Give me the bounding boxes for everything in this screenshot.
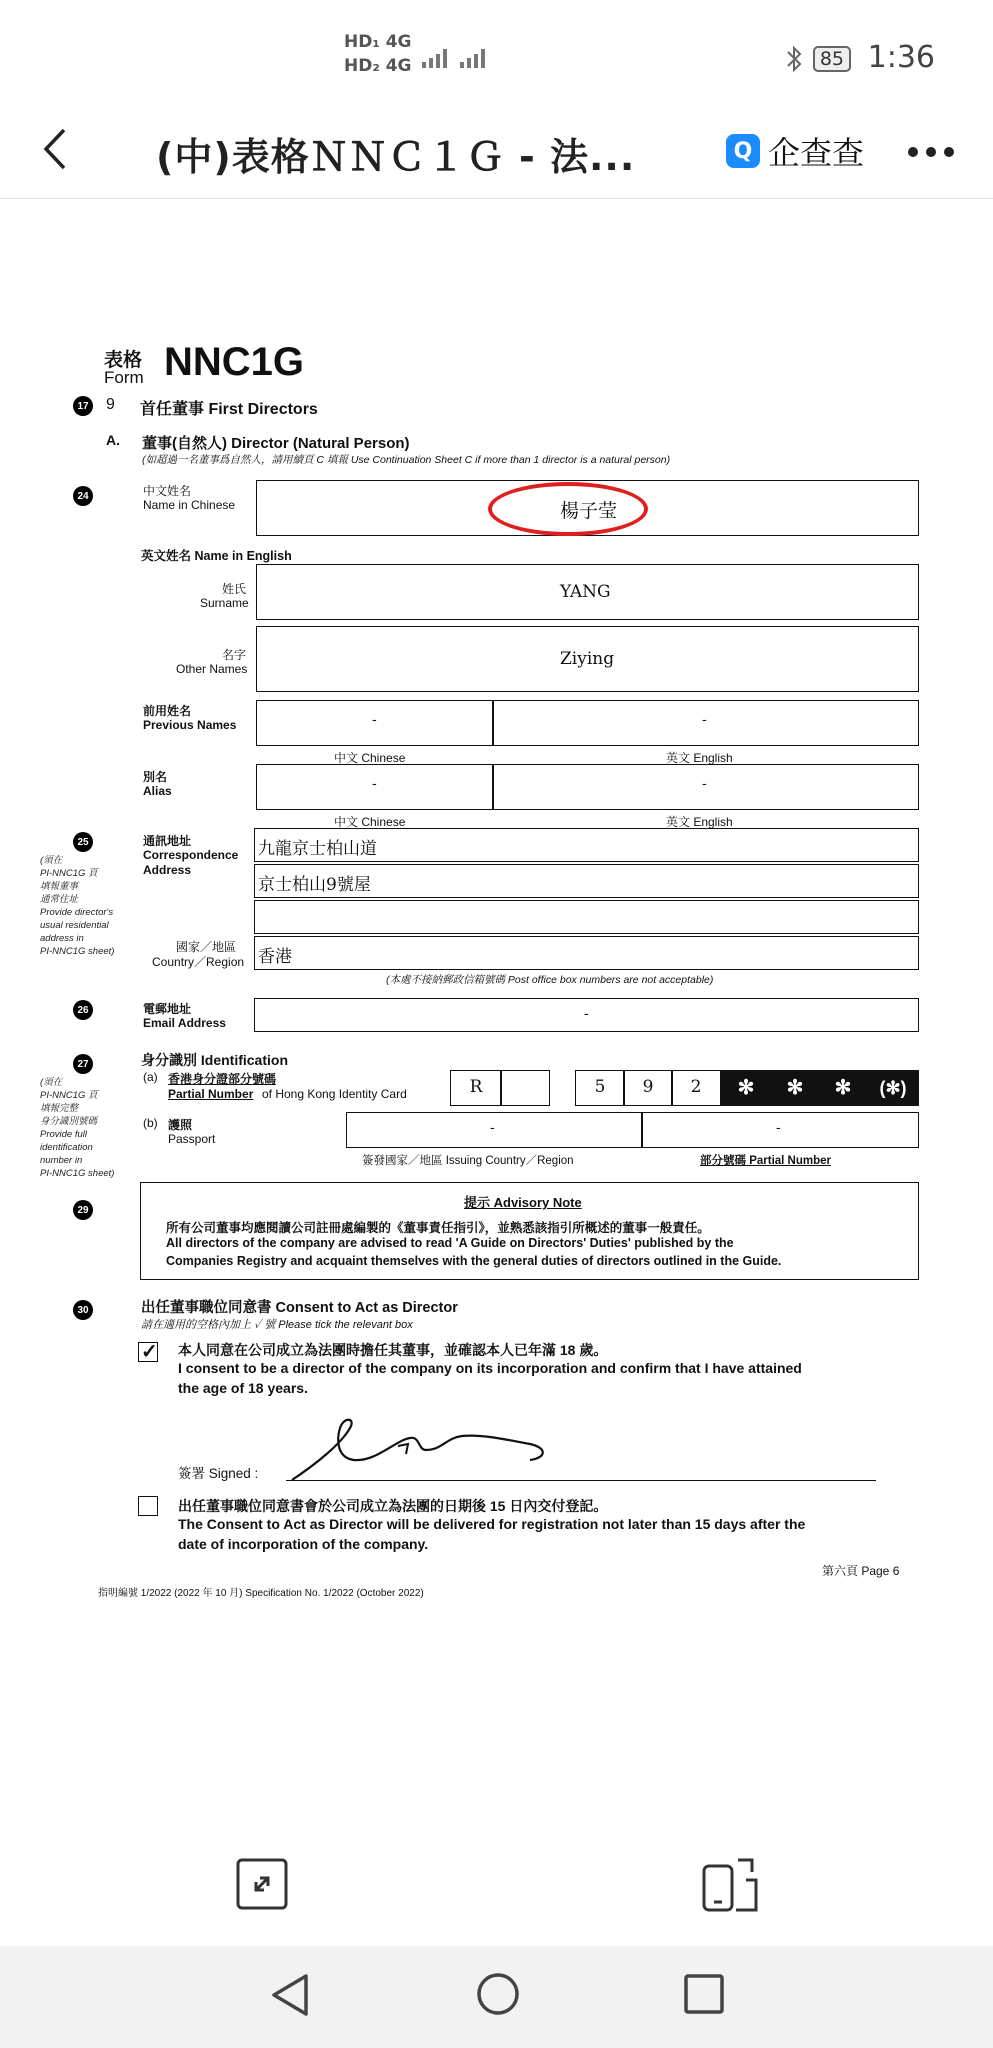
address-label-en-2: Address — [143, 863, 192, 877]
id-a-marker: (a) — [143, 1070, 158, 1084]
document-title: (中)表格ＮＮＣ１Ｇ - 法... — [156, 135, 636, 179]
passport-label-cn: 護照 — [168, 1118, 193, 1132]
hkid-masked-3: ✻ — [819, 1070, 867, 1106]
passport-label-en: Passport — [168, 1132, 216, 1146]
section-number-17: 17 — [73, 396, 93, 416]
nav-home-icon — [474, 1970, 522, 2018]
advisory-en-1: All directors of the company are advised to read 'A Guide on Directors' Duties' published by the — [166, 1236, 734, 1250]
email-label-cn: 電郵地址 — [143, 1002, 192, 1016]
sub-a-note: (如超過一名董事爲自然人，請用續頁 C 填報 Use Continuation Sheet C if more than 1 director is a natural person) — [142, 454, 671, 466]
passport-country-value: - — [490, 1120, 495, 1136]
other-names-value: Ziying — [560, 649, 615, 669]
id-side-note: (須在 PI-NNC1G 頁 填報完整 身分識別號碼 Provide full identification number in PI-NNC1G sheet) — [40, 1077, 115, 1179]
partial-caption: 部分號碼 Partial Number — [700, 1155, 831, 1167]
consent-option-1-en-2: the age of 18 years. — [178, 1380, 308, 1396]
chinese-name-label-cn: 中文姓名 — [143, 484, 192, 498]
po-box-note: (本處不接納郵政信箱號碼 Post office box numbers are not acceptable) — [386, 974, 714, 986]
consent-option-1-checkbox[interactable] — [138, 1342, 158, 1362]
form-label-en: Form — [104, 368, 144, 387]
network-indicator-1: HD₁ 4G — [344, 32, 412, 52]
id-a-label-en-rest: of Hong Kong Identity Card — [262, 1087, 407, 1101]
hkid-masked-1: ✻ — [721, 1070, 771, 1106]
nav-back-button[interactable] — [268, 1970, 314, 2020]
consent-option-1-en-1: I consent to be a director of the company on its incorporation and confirm that I have attained — [178, 1360, 802, 1376]
consent-option-2-en-2: date of incorporation of the company. — [178, 1536, 429, 1552]
consent-note: 請在適用的空格內加上 ✓ 號 Please tick the relevant box — [141, 1319, 413, 1331]
specification-note: 指明編號 1/2022 (2022 年 10 月) Specification No. 1/2022 (October 2022) — [98, 1588, 424, 1599]
id-title: 身分識別 Identification — [141, 1052, 288, 1068]
sub-a: A. — [106, 432, 120, 448]
bluetooth-icon — [784, 44, 804, 74]
previous-names-label-en: Previous Names — [143, 718, 237, 732]
surname-value: YANG — [560, 582, 611, 602]
alias-label-en: Alias — [143, 784, 172, 798]
country-label-cn: 國家／地區 — [176, 940, 237, 954]
consent-option-1-cn: 本人同意在公司成立為法團時擔任其董事，並確認本人已年滿 18 歲。 — [178, 1342, 608, 1358]
issuing-caption: 簽發國家／地區 Issuing Country／Region — [362, 1155, 574, 1167]
form-label-cn: 表格 — [104, 350, 143, 371]
item-number-30: 30 — [73, 1300, 93, 1320]
alias-chinese-caption: 中文 Chinese — [334, 815, 406, 829]
consent-option-2-en-1: The Consent to Act as Director will be delivered for registration not later than 15 days after the — [178, 1516, 806, 1532]
hkid-digit-3: 2 — [671, 1070, 721, 1106]
clock: 1:36 — [867, 40, 935, 75]
expand-icon — [236, 1858, 288, 1910]
surname-label-cn: 姓氏 — [222, 582, 247, 596]
network-indicator-2: HD₂ 4G — [344, 56, 412, 76]
consent-option-2-cn: 出任董事職位同意書會於公司成立為法團的日期後 15 日內交付登記。 — [178, 1498, 608, 1514]
battery-indicator: 85 — [813, 46, 851, 72]
rotate-screen-icon — [700, 1856, 760, 1912]
page-label: 第六頁 Page 6 — [822, 1564, 900, 1578]
alias-en-value: - — [702, 776, 707, 792]
previous-names-label-cn: 前用姓名 — [143, 704, 192, 718]
back-button[interactable] — [40, 124, 70, 183]
item-number-26: 26 — [73, 1000, 93, 1020]
surname-label-en: Surname — [200, 596, 249, 610]
fullscreen-button[interactable] — [236, 1858, 288, 1910]
address-line3-field — [254, 900, 919, 934]
signal-icon — [420, 44, 490, 70]
chevron-left-icon — [40, 124, 70, 174]
alias-cn-value: - — [372, 776, 377, 792]
id-a-label-en-bold: Partial Number — [168, 1087, 254, 1101]
rotate-button[interactable] — [700, 1856, 760, 1916]
item-number-25: 25 — [73, 832, 93, 852]
hkid-letter-1: R — [450, 1070, 502, 1106]
email-value: - — [584, 1006, 589, 1022]
hkid-letter-2 — [500, 1070, 550, 1106]
country-value: 香港 — [258, 947, 292, 967]
checkmark-icon: ✓ — [141, 1341, 158, 1363]
nav-back-icon — [268, 1970, 314, 2020]
item-number-27: 27 — [73, 1054, 93, 1074]
previous-name-en-value: - — [702, 712, 707, 728]
consent-title: 出任董事職位同意書 Consent to Act as Director — [141, 1300, 458, 1316]
chinese-caption: 中文 Chinese — [334, 751, 406, 765]
id-a-label-cn: 香港身分證部分號碼 — [168, 1072, 277, 1086]
app-header — [0, 110, 993, 199]
sub-a-title: 董事(自然人) Director (Natural Person) — [142, 435, 410, 452]
item-number-29: 29 — [73, 1200, 93, 1220]
english-name-label: 英文姓名 Name in English — [141, 549, 292, 563]
hkid-digit-1: 5 — [575, 1070, 625, 1106]
address-label-cn: 通訊地址 — [143, 834, 192, 848]
hkid-masked-2: ✻ — [771, 1070, 819, 1106]
advisory-en-2: Companies Registry and acquaint themselves with the general duties of directors outlined in the Guide. — [166, 1254, 782, 1268]
alias-label-cn: 別名 — [143, 770, 168, 784]
viewer-toolbar — [0, 1840, 993, 1940]
hkid-masked-check: (✻) — [867, 1070, 919, 1106]
nav-recents-button[interactable] — [682, 1972, 726, 2016]
brand-logo-icon: Q — [726, 134, 760, 168]
passport-number-value: - — [776, 1120, 781, 1136]
address-side-note: (須在 PI-NNC1G 頁 填報董事 通常住址 Provide director's usual residential address in PI-NNC1G sheet) — [40, 855, 115, 957]
advisory-cn: 所有公司董事均應閱讀公司註冊處編製的《董事責任指引》，並熟悉該指引所概述的董事一般責任。 — [166, 1221, 710, 1235]
address-line1-value: 九龍京士柏山道 — [258, 839, 377, 859]
section-no: 9 — [106, 396, 115, 413]
address-line2-value: 京士柏山9號屋 — [258, 875, 371, 895]
nav-recents-icon — [682, 1972, 726, 2016]
address-label-en-1: Correspondence — [143, 848, 239, 862]
section-title: 首任董事 First Directors — [140, 401, 318, 418]
brand-button[interactable] — [726, 128, 864, 174]
consent-option-2-checkbox[interactable] — [138, 1496, 158, 1516]
id-b-marker: (b) — [143, 1116, 158, 1130]
signature-image — [286, 1414, 586, 1484]
highlight-circle — [488, 482, 648, 536]
more-button[interactable] — [905, 128, 957, 178]
more-horizontal-icon — [905, 128, 957, 168]
document-page[interactable] — [0, 200, 993, 1810]
hkid-digit-2: 9 — [623, 1070, 673, 1106]
status-bar — [0, 0, 993, 110]
advisory-title: 提示 Advisory Note — [464, 1195, 582, 1210]
form-code: NNC1G — [164, 340, 305, 384]
previous-name-cn-value: - — [372, 712, 377, 728]
signed-label: 簽署 Signed : — [178, 1466, 259, 1481]
brand-name: 企查查 — [768, 134, 865, 172]
chinese-name-label-en: Name in Chinese — [143, 498, 236, 512]
english-caption: 英文 English — [666, 751, 733, 765]
system-nav-bar — [0, 1946, 993, 2048]
other-names-label-cn: 名字 — [222, 648, 247, 662]
other-names-label-en: Other Names — [176, 662, 248, 676]
email-label-en: Email Address — [143, 1016, 226, 1030]
item-number-24: 24 — [73, 486, 93, 506]
chinese-name-value: 楊子莹 — [560, 500, 618, 522]
alias-english-caption: 英文 English — [666, 815, 733, 829]
nav-home-button[interactable] — [474, 1970, 522, 2018]
country-label-en: Country／Region — [152, 955, 245, 969]
country-field — [254, 936, 919, 970]
